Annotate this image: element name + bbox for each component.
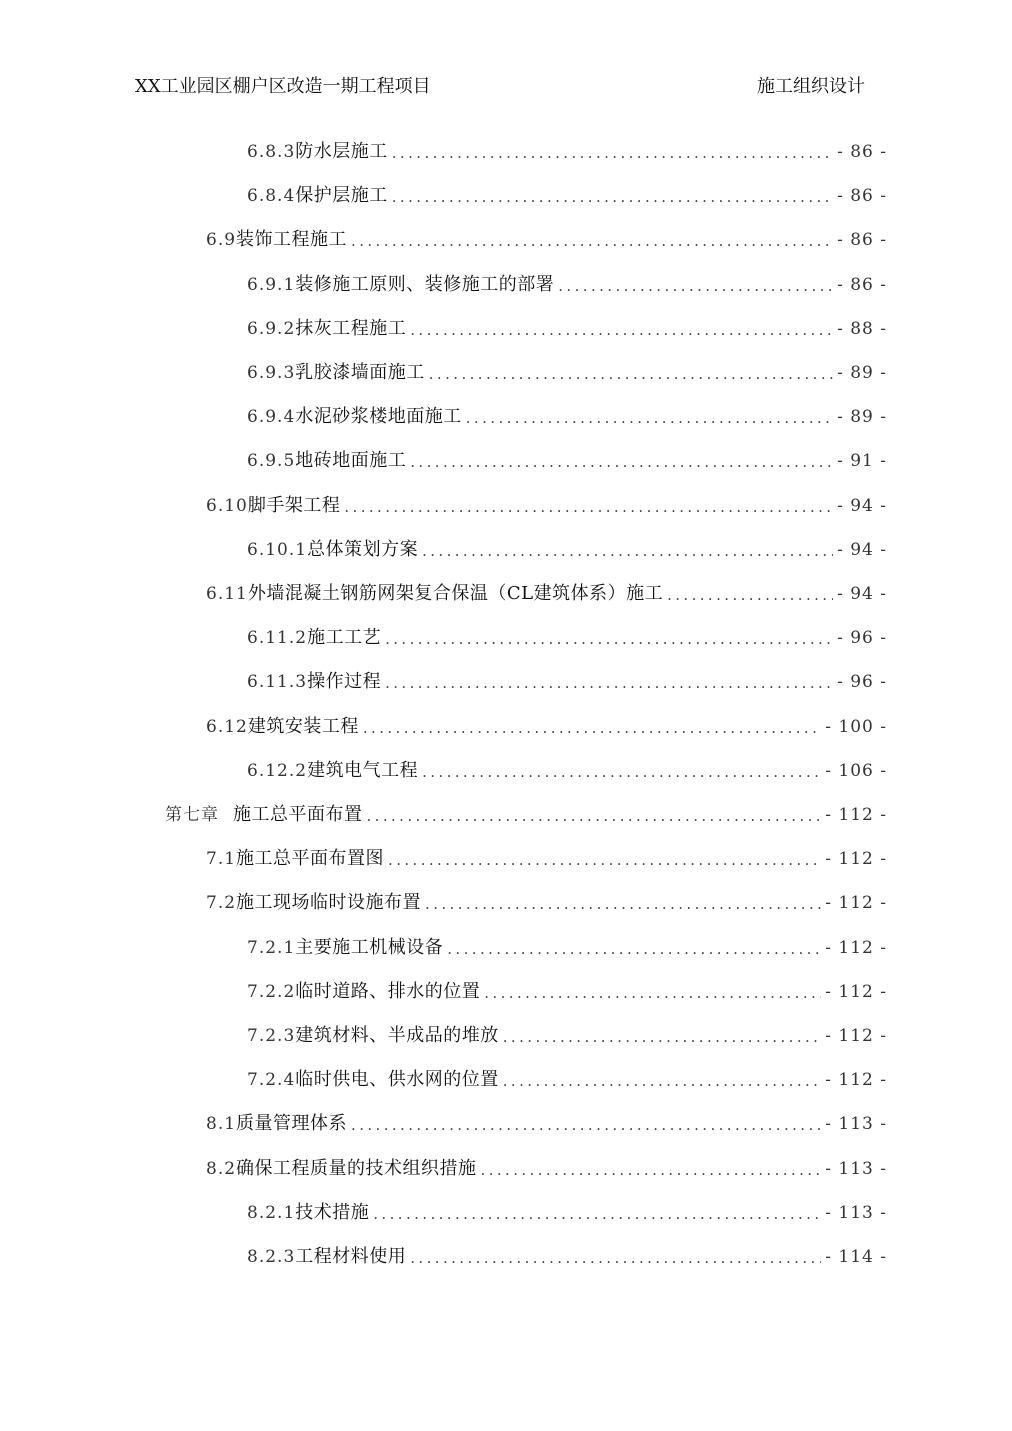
document-title: XX工业园区棚户区改造一期工程项目 bbox=[135, 76, 431, 97]
toc-dot-leader bbox=[344, 485, 833, 529]
toc-entry-number: 8.2.1 bbox=[247, 1202, 296, 1223]
toc-entry-page-number: - 112 - bbox=[825, 1070, 887, 1091]
toc-dot-leader bbox=[388, 838, 821, 882]
toc-entry-title: 外墙混凝土钢筋网架复合保温（CL建筑体系）施工 bbox=[247, 583, 664, 604]
toc-dot-leader bbox=[558, 264, 833, 308]
toc-entry-number: 8.1 bbox=[206, 1114, 237, 1135]
toc-dot-leader bbox=[410, 308, 833, 352]
toc-entry[interactable] bbox=[247, 130, 887, 174]
toc-entry[interactable] bbox=[247, 970, 887, 1014]
toc-entry-number: 6.9.2 bbox=[247, 318, 296, 339]
toc-entry-page-number: - 96 - bbox=[837, 628, 887, 649]
toc-entry-title: 主要施工机械设备 bbox=[295, 936, 444, 958]
toc-entry-title: 保护层施工 bbox=[295, 185, 388, 207]
toc-entry-number: 7.2.2 bbox=[247, 981, 296, 1002]
toc-entry[interactable] bbox=[247, 174, 887, 218]
toc-entry-page-number: - 94 - bbox=[837, 539, 887, 560]
toc-entry-title: 乳胶漆墙面施工 bbox=[295, 362, 425, 383]
toc-entry-number: 第七章 bbox=[165, 805, 219, 825]
toc-entry-title: 施工总平面布置图 bbox=[236, 848, 385, 870]
toc-dot-leader bbox=[392, 131, 833, 175]
toc-entry-number: 7.2 bbox=[206, 893, 237, 914]
toc-entry-title: 水泥砂浆楼地面施工 bbox=[295, 406, 462, 428]
toc-entry-number: 6.9.3 bbox=[247, 363, 296, 383]
toc-dot-leader bbox=[503, 1015, 821, 1059]
toc-dot-leader bbox=[422, 529, 833, 573]
toc-entry-number: 6.11.3 bbox=[247, 672, 308, 693]
toc-entry-page-number: - 114 - bbox=[825, 1247, 887, 1267]
toc-dot-leader bbox=[503, 1059, 821, 1103]
toc-entry[interactable] bbox=[206, 837, 887, 881]
toc-dot-leader bbox=[392, 175, 833, 219]
toc-entry-page-number: - 86 - bbox=[837, 230, 887, 251]
toc-entry[interactable] bbox=[247, 1014, 887, 1058]
toc-entry-number: 6.12.2 bbox=[247, 760, 308, 781]
toc-entry[interactable] bbox=[206, 1147, 887, 1191]
toc-entry-title: 抹灰工程施工 bbox=[295, 317, 407, 339]
toc-dot-leader bbox=[367, 794, 822, 838]
toc-entry-page-number: - 106 - bbox=[825, 760, 887, 781]
toc-entry-number: 6.12 bbox=[206, 716, 248, 737]
toc-entry-page-number: - 112 - bbox=[825, 849, 887, 870]
toc-entry-title: 确保工程质量的技术组织措施 bbox=[236, 1157, 477, 1179]
toc-dot-leader bbox=[410, 440, 833, 484]
toc-entry-title: 操作过程 bbox=[307, 671, 382, 693]
toc-entry-page-number: - 89 - bbox=[837, 363, 887, 383]
toc-entry-title: 装修施工原则、装修施工的部署 bbox=[295, 273, 555, 295]
toc-entry[interactable] bbox=[247, 660, 887, 704]
toc-entry[interactable] bbox=[247, 926, 887, 970]
toc-entry-number: 7.2.1 bbox=[247, 937, 296, 958]
toc-dot-leader bbox=[385, 661, 833, 705]
toc-entry-number: 6.10 bbox=[206, 495, 248, 516]
toc-entry-page-number: - 89 - bbox=[837, 407, 887, 428]
toc-entry[interactable] bbox=[247, 351, 887, 395]
toc-entry-title: 技术措施 bbox=[295, 1201, 370, 1223]
toc-entry[interactable] bbox=[247, 395, 887, 439]
toc-entry[interactable] bbox=[247, 263, 887, 307]
toc-entry-number: 6.10.1 bbox=[247, 539, 308, 560]
toc-entry[interactable] bbox=[247, 749, 887, 793]
toc-entry-page-number: - 91 - bbox=[837, 451, 887, 472]
toc-entry-title: 临时道路、排水的位置 bbox=[295, 980, 481, 1002]
toc-entry[interactable] bbox=[247, 528, 887, 572]
toc-entry-title: 质量管理体系 bbox=[236, 1113, 348, 1135]
toc-entry-title: 临时供电、供水网的位置 bbox=[295, 1069, 499, 1091]
toc-entry-number: 6.9.1 bbox=[247, 274, 296, 295]
toc-entry[interactable] bbox=[247, 439, 887, 483]
toc-entry-title: 工程材料使用 bbox=[295, 1246, 407, 1267]
toc-dot-leader bbox=[410, 1236, 821, 1280]
toc-entry-number: 6.11 bbox=[206, 584, 248, 604]
toc-entry[interactable] bbox=[247, 1191, 887, 1235]
toc-dot-leader bbox=[422, 750, 821, 794]
toc-entry[interactable] bbox=[165, 793, 887, 837]
toc-entry-page-number: - 100 - bbox=[825, 716, 887, 737]
toc-entry-page-number: - 86 - bbox=[837, 186, 887, 207]
toc-dot-leader bbox=[484, 971, 821, 1015]
toc-entry-page-number: - 112 - bbox=[825, 893, 887, 914]
toc-dot-leader bbox=[363, 706, 821, 750]
toc-entry-page-number: - 113 - bbox=[825, 1114, 887, 1135]
toc-dot-leader bbox=[385, 617, 833, 661]
toc-dot-leader bbox=[466, 396, 833, 440]
toc-entry[interactable] bbox=[247, 1058, 887, 1102]
toc-entry-title: 建筑安装工程 bbox=[247, 715, 359, 737]
toc-entry-number: 6.9.5 bbox=[247, 451, 296, 472]
toc-entry-number: 6.8.4 bbox=[247, 186, 296, 207]
toc-entry-number: 6.11.2 bbox=[247, 628, 308, 649]
toc-entry-page-number: - 88 - bbox=[837, 318, 887, 339]
toc-dot-leader bbox=[351, 1103, 821, 1147]
toc-entry-page-number: - 94 - bbox=[837, 584, 887, 604]
toc-entry-number: 6.9 bbox=[206, 230, 237, 251]
toc-entry-number: 7.1 bbox=[206, 849, 237, 870]
toc-dot-leader bbox=[429, 352, 833, 396]
toc-entry[interactable] bbox=[247, 616, 887, 660]
toc-entry-number: 8.2 bbox=[206, 1158, 237, 1179]
toc-entry-page-number: - 112 - bbox=[825, 981, 887, 1002]
toc-entry-page-number: - 86 - bbox=[837, 274, 887, 295]
toc-entry-title: 脚手架工程 bbox=[247, 494, 341, 516]
toc-entry[interactable] bbox=[247, 307, 887, 351]
toc-entry-page-number: - 96 - bbox=[837, 672, 887, 693]
toc-entry[interactable] bbox=[206, 1102, 887, 1146]
toc-dot-leader bbox=[447, 927, 821, 971]
toc-entry[interactable] bbox=[247, 1235, 887, 1279]
toc-entry-title: 总体策划方案 bbox=[307, 538, 419, 560]
toc-entry[interactable] bbox=[206, 705, 887, 749]
toc-dot-leader bbox=[351, 219, 833, 263]
toc-dot-leader bbox=[373, 1192, 821, 1236]
toc-entry-number: 8.2.3 bbox=[247, 1247, 296, 1267]
toc-entry-title: 地砖地面施工 bbox=[295, 450, 407, 472]
toc-entry-number: 6.9.4 bbox=[247, 407, 296, 428]
toc-entry-title: 施工总平面布置 bbox=[233, 804, 363, 825]
page-header bbox=[135, 72, 865, 102]
toc-entry-page-number: - 113 - bbox=[825, 1202, 887, 1223]
toc-dot-leader bbox=[667, 573, 833, 617]
toc-dot-leader bbox=[425, 882, 821, 926]
toc-entry-title: 建筑材料、半成品的堆放 bbox=[295, 1025, 499, 1046]
toc-entry-page-number: - 112 - bbox=[825, 805, 887, 825]
toc-entry-page-number: - 94 - bbox=[837, 495, 887, 516]
toc-entry-title: 防水层施工 bbox=[295, 141, 388, 162]
toc-entry-title: 装饰工程施工 bbox=[236, 229, 348, 251]
toc-entry-title: 施工现场临时设施布置 bbox=[236, 892, 422, 914]
toc-entry-number: 6.8.3 bbox=[247, 142, 296, 162]
toc-entry-title: 施工工艺 bbox=[307, 627, 382, 649]
document-type: 施工组织设计 bbox=[757, 76, 865, 97]
toc-entry-number: 7.2.3 bbox=[247, 1026, 296, 1046]
toc-entry-page-number: - 112 - bbox=[825, 937, 887, 958]
toc-entry[interactable] bbox=[206, 484, 887, 528]
toc-entry-page-number: - 113 - bbox=[825, 1158, 887, 1179]
toc-entry[interactable] bbox=[206, 881, 887, 925]
toc-entry-number: 7.2.4 bbox=[247, 1070, 296, 1091]
toc-entry-title: 建筑电气工程 bbox=[307, 759, 419, 781]
toc-dot-leader bbox=[481, 1148, 822, 1192]
toc-entry[interactable] bbox=[206, 572, 887, 616]
toc-entry[interactable] bbox=[206, 218, 887, 262]
toc-entry-page-number: - 112 - bbox=[825, 1026, 887, 1046]
toc-entry-page-number: - 86 - bbox=[837, 142, 887, 162]
